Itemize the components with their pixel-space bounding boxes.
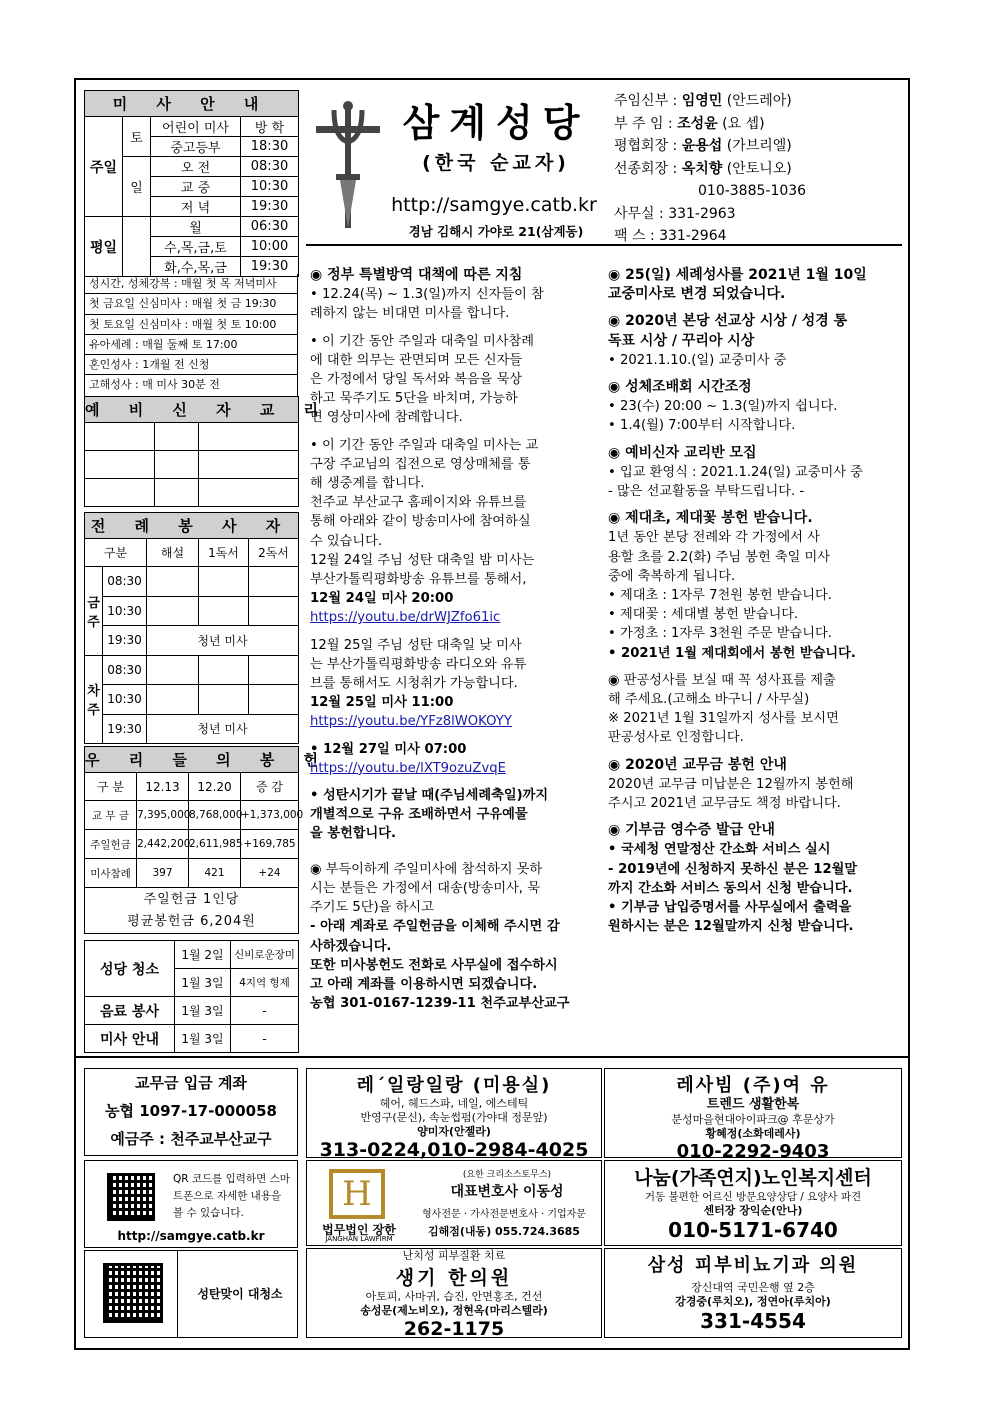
table-row bbox=[85, 830, 299, 859]
bold-line: 을 봉헌합니다. bbox=[310, 826, 397, 842]
text-line: 하고 묵주기도 5단을 바치며, 가능하 bbox=[310, 391, 518, 407]
text-line: • 가정초 : 1자루 3천원 주문 받습니다. bbox=[608, 626, 832, 642]
account-box bbox=[84, 1068, 298, 1156]
col-header: 해설 bbox=[147, 539, 199, 567]
bold-line: • 12월 27일 미사 07:00 bbox=[310, 741, 467, 757]
mass-note: 성시간, 성체강복 : 매월 첫 목 저녁미사 bbox=[85, 274, 297, 294]
section-heading-cont: 독표 시상 / 꾸리아 시상 bbox=[608, 332, 755, 349]
spacer bbox=[310, 428, 606, 436]
col-header: 12.20 bbox=[189, 773, 241, 801]
table-cell bbox=[199, 451, 299, 479]
text-line: 중에 축복하게 됩니다. bbox=[608, 568, 736, 584]
text-line: 해 주세요.(고해소 바구니 / 사무실) bbox=[608, 692, 810, 708]
qr-box bbox=[84, 1160, 298, 1248]
offering-table bbox=[84, 746, 331, 934]
catechism-table bbox=[84, 396, 331, 507]
table-cell: 1월 3일 bbox=[175, 1025, 231, 1053]
text-line: 에 대한 의무는 관면되며 모든 신자들 bbox=[310, 352, 523, 368]
mass-time: 18:30 bbox=[241, 137, 299, 157]
account-holder: 예금주 : 천주교부산교구 bbox=[110, 1130, 272, 1148]
mass-name: 중고등부 bbox=[151, 137, 241, 157]
text-line: 면 영상미사에 참례합니다. bbox=[310, 410, 463, 426]
bold-line: 농협 301-0167-1239-11 천주교부산교구 bbox=[310, 996, 570, 1012]
table-cell bbox=[199, 479, 299, 507]
bold-line: • 성탄시기가 끝날 때(주님세례축일)까지 bbox=[310, 788, 549, 804]
mass-time: 방 학 bbox=[241, 117, 299, 137]
spacer bbox=[608, 748, 904, 756]
table-cell bbox=[85, 888, 299, 934]
table-cell: 8,768,000 bbox=[189, 801, 241, 830]
text-line: 12월 24일 주님 성탄 대축일 밤 미사는 bbox=[310, 552, 535, 568]
text-line: 례하지 않는 비대면 미사를 합니다. bbox=[310, 306, 510, 322]
text-line: • 23(수) 20:00 ~ 1.3(일)까지 쉽니다. bbox=[608, 399, 838, 415]
section-heading: ◉ 성체조배회 시간조정 bbox=[608, 379, 752, 396]
col-header: 증 감 bbox=[241, 773, 299, 801]
text-line: • 12.24(목) ~ 1.3(일)까지 신자들이 참 bbox=[310, 287, 544, 303]
text-line: ※ 2021년 1월 31일까지 성사를 보시면 bbox=[608, 711, 839, 727]
mass-name: 교 중 bbox=[151, 177, 241, 197]
table-cell: 397 bbox=[137, 859, 189, 888]
law-firm-logo: H bbox=[329, 1169, 385, 1219]
spacer bbox=[310, 852, 606, 860]
text-line: • 입교 환영식 : 2021.1.24(일) 교중미사 중 bbox=[608, 464, 863, 480]
mass-time: 19:30 bbox=[241, 197, 299, 217]
text-line: 구장 주교님의 집전으로 영상매체를 통 bbox=[310, 456, 531, 472]
mass-note: 유아세례 : 매월 둘째 토 17:00 bbox=[85, 335, 297, 355]
mass-name: 월 bbox=[151, 217, 241, 237]
ad-phone: 010-2292-9403 bbox=[676, 1141, 830, 1162]
table-cell: 2,442,200 bbox=[137, 830, 189, 859]
table-cell: 신비로운장미 bbox=[231, 941, 299, 969]
mass-day bbox=[123, 217, 151, 277]
table-cell bbox=[155, 451, 199, 479]
duties-table bbox=[84, 940, 299, 1053]
bold-line: - 아래 계좌로 주일헌금을 이체해 주시면 감 bbox=[310, 919, 560, 935]
section-heading: ◉ 기부금 영수증 발급 안내 bbox=[608, 822, 775, 839]
table-cell bbox=[155, 423, 199, 451]
table-cell bbox=[147, 685, 199, 715]
text-line: - 많은 선교활동을 부탁드립니다. - bbox=[608, 484, 805, 500]
account-title: 교무금 입금 계좌 bbox=[135, 1074, 247, 1092]
section-heading: ◉ 정부 특별방역 대책에 따른 지침 bbox=[310, 267, 523, 283]
mass-guide-label: 미사 안내 bbox=[85, 1025, 175, 1053]
ad-hanbok: 레사빔 (주)여 유 트렌드 생활한복 분성마을현대아이파크@ 후문상가 황혜정(소화데레사) 010-2292-9403 bbox=[604, 1068, 902, 1158]
church-subtitle: (한국 순교자) bbox=[422, 152, 570, 174]
table-cell: +169,785 bbox=[241, 830, 299, 859]
cleaning-notice: 성탄맞이 대청소 bbox=[197, 1287, 283, 1301]
table-cell bbox=[199, 655, 249, 685]
ad-title: 레´일랑일랑 (미용실) bbox=[356, 1075, 552, 1096]
staff-list bbox=[614, 90, 904, 248]
section-heading: ◉ 예비신자 교리반 모집 bbox=[608, 444, 757, 461]
table-cell: 교 무 금 bbox=[85, 801, 137, 830]
col-header: 구 분 bbox=[85, 773, 137, 801]
church-logo bbox=[312, 96, 384, 236]
table-cell bbox=[85, 479, 155, 507]
mass-note: 혼인성사 : 1개월 전 신청 bbox=[85, 355, 297, 375]
week-this: 금주 bbox=[85, 567, 103, 656]
col-header: 구분 bbox=[85, 539, 147, 567]
mass-note: 첫 토요일 신심미사 : 매월 첫 토 10:00 bbox=[85, 315, 297, 335]
offering-title: 우 리 들 의 봉 헌 bbox=[85, 747, 299, 773]
col-header: 2독서 bbox=[249, 539, 299, 567]
ad-law: H 법무법인 장한 JANGHAN LAWFIRM (요한 크리소스토무스) 대표변호사 이동성 형사전문 · 가사전문변호사 · 기업자문 김해점(내동) 055.724.3685 bbox=[306, 1160, 602, 1246]
spacer bbox=[310, 628, 606, 636]
table-cell bbox=[199, 423, 299, 451]
church-address: 경남 김해시 가야로 21(삼계동) bbox=[408, 224, 584, 239]
text-line: • 2021.1.10.(일) 교중미사 중 bbox=[608, 352, 787, 368]
mass-name: 화,수,목,금 bbox=[151, 257, 241, 277]
mass-time: 08:30 bbox=[241, 157, 299, 177]
table-cell bbox=[199, 567, 249, 597]
announcements-right bbox=[608, 266, 904, 937]
mass-time: 06:30 bbox=[241, 217, 299, 237]
text-line: 부산가톨릭평화방송 유튜브를 통해서, bbox=[310, 572, 527, 588]
office-phone: 사무실 : 331-2963 bbox=[614, 205, 736, 222]
text-line: ◉ 부득이하게 주일미사에 참석하지 못하 bbox=[310, 861, 543, 877]
youth-mass: 청년 미사 bbox=[147, 714, 299, 744]
mass-name: 어린이 미사 bbox=[151, 117, 241, 137]
ad-phone: 331-4554 bbox=[700, 1309, 806, 1333]
section-heading: ◉ 2020년 본당 선교상 시상 / 성경 통 bbox=[608, 313, 848, 330]
spacer bbox=[310, 732, 606, 740]
table-row bbox=[85, 801, 299, 830]
col-header: 12.13 bbox=[137, 773, 189, 801]
liturgy-table bbox=[84, 512, 299, 744]
table-cell: 4지역 형제 bbox=[231, 969, 299, 997]
youtube-link[interactable]: https://youtu.be/lXT9ozuZvqE bbox=[310, 760, 506, 776]
qr-url[interactable]: http://samgye.catb.kr bbox=[117, 1229, 265, 1243]
avg-offering-label: 주일헌금 1인당 bbox=[143, 891, 240, 907]
text-line: 1년 동안 본당 전례와 각 가정에서 사 bbox=[608, 530, 820, 546]
bold-line: 12월 24일 미사 20:00 bbox=[310, 591, 454, 607]
text-line: 2020년 교무금 미납분은 12월까지 봉헌해 bbox=[608, 776, 854, 792]
table-cell: 421 bbox=[189, 859, 241, 888]
table-cell: 주일헌금 bbox=[85, 830, 137, 859]
table-row bbox=[85, 859, 299, 888]
spacer bbox=[608, 663, 904, 671]
table-cell: 1월 3일 bbox=[175, 997, 231, 1025]
text-line: 주시고 2021년 교무금도 책정 바랍니다. bbox=[608, 796, 841, 812]
mass-group-weekday: 평일 bbox=[85, 217, 123, 277]
bold-line: 까지 간소화 서비스 동의서 신청 받습니다. bbox=[608, 880, 853, 896]
bold-line: • 국세청 연말정산 간소화 서비스 실시 bbox=[608, 842, 831, 858]
table-cell bbox=[199, 596, 249, 626]
qr-text: QR 코드를 입력하면 스마트폰으로 자세한 내용을 볼 수 있습니다. bbox=[173, 1173, 290, 1219]
mass-note: 고해성사 : 매 미사 30분 전 bbox=[89, 378, 220, 392]
slot-time: 19:30 bbox=[103, 626, 147, 656]
catechism-title: 예 비 신 자 교 리 bbox=[85, 397, 299, 423]
text-line: 판공성사로 인정합니다. bbox=[608, 730, 744, 746]
spacer bbox=[608, 501, 904, 509]
mass-notes bbox=[84, 274, 298, 397]
ad-elder-care: 나눔(가족연지)노인복지센터 거동 불편한 어르신 방문요양상담 / 요양사 파견 센터장 장익순(안나) 010-5171-6740 bbox=[604, 1160, 902, 1246]
youtube-link[interactable]: https://youtu.be/YFz8lWOKOYY bbox=[310, 714, 512, 730]
section-heading: ◉ 25(일) 세례성사를 2021년 1월 10일 bbox=[608, 267, 867, 283]
bold-line: 12월 25일 미사 11:00 bbox=[310, 695, 454, 711]
staff-row: 선종회장 : 옥치향 (안토니오) bbox=[614, 160, 792, 177]
section-heading: ◉ 제대초, 제대꽃 봉헌 받습니다. bbox=[608, 510, 813, 527]
slot-time: 10:30 bbox=[103, 685, 147, 715]
table-cell bbox=[249, 567, 299, 597]
staff-row: 부 주 임 : 조성윤 (요 셉) bbox=[614, 115, 765, 132]
qr-code-icon[interactable] bbox=[103, 1263, 163, 1323]
church-url[interactable]: http://samgye.catb.kr bbox=[391, 194, 597, 216]
text-line: ◉ 판공성사를 보실 때 꼭 성사표를 제출 bbox=[608, 672, 836, 688]
mass-title: 미 사 안 내 bbox=[85, 91, 299, 117]
text-line: • 제대꽃 : 세대별 봉헌 받습니다. bbox=[608, 607, 799, 623]
mass-time: 10:30 bbox=[241, 177, 299, 197]
table-cell: 1월 2일 bbox=[175, 941, 231, 969]
mass-day: 토 bbox=[123, 117, 151, 157]
text-line: 주기도 5단)을 하시고 bbox=[310, 900, 434, 916]
text-line: 수 있습니다. bbox=[310, 533, 383, 549]
ad-title: 대표변호사 이동성 bbox=[450, 1184, 564, 1200]
ad-phone: 262-1175 bbox=[403, 1318, 505, 1340]
col-header: 1독서 bbox=[199, 539, 249, 567]
table-cell: - bbox=[231, 1025, 299, 1053]
avg-offering-value: 평균봉헌금 6,204원 bbox=[127, 913, 256, 929]
slot-time: 19:30 bbox=[103, 714, 147, 744]
announcements-left bbox=[310, 266, 606, 1013]
qr-code-icon[interactable] bbox=[107, 1173, 155, 1221]
table-cell bbox=[85, 451, 155, 479]
youtube-link[interactable]: https://youtu.be/drWJZfo61ic bbox=[310, 610, 501, 626]
table-cell: 7,395,000 bbox=[137, 801, 189, 830]
fax-number: 팩 스 : 331-2964 bbox=[614, 228, 727, 244]
bold-line: 원하시는 분은 12월말까지 신청 받습니다. bbox=[608, 919, 854, 935]
text-line: • 이 기간 동안 주일과 대축일 미사는 교 bbox=[310, 437, 539, 453]
slot-time: 08:30 bbox=[103, 655, 147, 685]
bold-line: 사하겠습니다. bbox=[310, 938, 392, 954]
cross-sword-icon bbox=[312, 96, 384, 236]
text-line: 은 가정에서 당일 독서와 복음을 묵상 bbox=[310, 372, 523, 388]
table-cell bbox=[147, 655, 199, 685]
table-cell: - bbox=[231, 997, 299, 1025]
liturgy-title: 전 례 봉 사 자 bbox=[85, 513, 299, 539]
table-cell: 미사참례 bbox=[85, 859, 137, 888]
staff-row: 평협회장 : 윤용섭 (가브리엘) bbox=[614, 138, 792, 154]
text-line: 용할 초를 2.2(화) 주님 봉헌 축일 미사 bbox=[608, 549, 831, 565]
spacer bbox=[608, 304, 904, 312]
ad-title: 생기 한의원 bbox=[395, 1267, 513, 1289]
table-cell: +1,373,000 bbox=[241, 801, 299, 830]
table-cell: 2,611,985 bbox=[189, 830, 241, 859]
section-heading: ◉ 2020년 교무금 봉헌 안내 bbox=[608, 756, 787, 773]
bold-line: 또한 미사봉헌도 전화로 사무실에 접수하시 bbox=[310, 957, 558, 973]
ad-title: 나눔(가족연지)노인복지센터 bbox=[634, 1167, 872, 1189]
mass-day: 일 bbox=[123, 157, 151, 217]
table-cell: 1월 3일 bbox=[175, 969, 231, 997]
mass-time: 19:30 bbox=[241, 257, 299, 277]
ad-phone: 313-0224,010-2984-4025 bbox=[319, 1139, 589, 1161]
text-line: 해 생중계를 합니다. bbox=[310, 476, 425, 492]
week-next: 차주 bbox=[85, 655, 103, 744]
slot-time: 10:30 bbox=[103, 596, 147, 626]
youth-mass: 청년 미사 bbox=[147, 626, 299, 656]
text-line: • 제대초 : 1자루 7천원 봉헌 받습니다. bbox=[608, 588, 832, 604]
mass-note: 첫 금요일 신심미사 : 매월 첫 금 19:30 bbox=[85, 294, 297, 314]
ad-salon: 레´일랑일랑 (미용실) 헤어, 헤드스파, 네일, 에스테틱 반영구(문신), 속눈썹펌(가야대 정문앞) 양미자(안젤라) 313-0224,010-2984-4025 bbox=[306, 1068, 602, 1158]
table-cell bbox=[147, 567, 199, 597]
bold-line: • 기부금 납입증명서를 사무실에서 출력을 bbox=[608, 900, 852, 916]
account-number: 농협 1097-17-000058 bbox=[105, 1102, 277, 1120]
bold-line: 고 아래 계좌를 이용하시면 되겠습니다. bbox=[310, 976, 538, 992]
header-divider bbox=[306, 244, 902, 246]
table-cell bbox=[155, 479, 199, 507]
ad-dermatology: 삼성 피부비뇨기과 의원 장신대역 국민은행 옆 2층 강경중(루치오), 정연아(루치아) 331-4554 bbox=[604, 1248, 902, 1338]
bold-line: 개별적으로 구유 조배하면서 구유예물 bbox=[310, 807, 528, 823]
staff-row: 주임신부 : 임영민 (안드레아) bbox=[614, 93, 792, 109]
spacer bbox=[608, 813, 904, 821]
mass-name: 수,목,금,토 bbox=[151, 237, 241, 257]
spacer bbox=[310, 778, 606, 786]
mass-time: 10:00 bbox=[241, 237, 299, 257]
contact-phone: 010-3885-1036 bbox=[698, 183, 807, 199]
table-cell bbox=[249, 685, 299, 715]
text-line: 브를 통해서도 시청취가 가능합니다. bbox=[310, 676, 518, 692]
ad-clinic: 난치성 피부질환 치료 생기 한의원 아토피, 사마귀, 습진, 안면홍조, 건선 송성문(제노비오), 정현옥(마리스텔라) 262-1175 bbox=[306, 1248, 602, 1338]
bottom-divider bbox=[74, 1056, 910, 1058]
table-cell: +24 bbox=[241, 859, 299, 888]
drink-service-label: 음료 봉사 bbox=[85, 997, 175, 1025]
text-line: 시는 분들은 가정에서 대송(방송미사, 묵 bbox=[310, 880, 540, 896]
bold-line: - 2019년에 신청하지 못하신 분은 12월말 bbox=[608, 861, 858, 877]
spacer bbox=[608, 370, 904, 378]
ad-phone: 010-5171-6740 bbox=[668, 1218, 838, 1242]
qr-box-2 bbox=[84, 1250, 298, 1338]
mass-name: 저 녁 bbox=[151, 197, 241, 217]
section-heading-cont: 교중미사로 변경 되었습니다. bbox=[608, 286, 786, 303]
mass-name: 오 전 bbox=[151, 157, 241, 177]
text-line: 는 부산가톨릭평화방송 라디오와 유튜 bbox=[310, 656, 527, 672]
text-line: 통해 아래와 같이 방송미사에 참여하실 bbox=[310, 514, 531, 530]
ad-title: 삼성 피부비뇨기과 의원 bbox=[647, 1255, 859, 1276]
table-cell bbox=[147, 596, 199, 626]
slot-time: 08:30 bbox=[103, 567, 147, 597]
text-line: • 1.4(월) 7:00부터 시작합니다. bbox=[608, 418, 796, 434]
church-title: 삼계성당 bbox=[402, 101, 590, 145]
cleaning-label: 성당 청소 bbox=[85, 941, 175, 997]
table-cell bbox=[199, 685, 249, 715]
table-cell bbox=[249, 596, 299, 626]
text-line: • 이 기간 동안 주일과 대축일 미사참례 bbox=[310, 333, 535, 349]
bold-line: • 2021년 1월 제대회에서 봉헌 받습니다. bbox=[608, 645, 856, 661]
text-line: 12월 25일 주님 성탄 대축일 낮 미사 bbox=[310, 637, 522, 653]
mass-group-sunday: 주일 bbox=[85, 117, 123, 217]
table-cell bbox=[85, 423, 155, 451]
table-cell bbox=[249, 655, 299, 685]
ad-title: 레사빔 (주)여 유 bbox=[676, 1075, 830, 1096]
spacer bbox=[608, 436, 904, 444]
spacer bbox=[310, 844, 606, 852]
text-line: 천주교 부산교구 홈페이지와 유튜브를 bbox=[310, 495, 527, 511]
spacer bbox=[310, 324, 606, 332]
mass-table bbox=[84, 90, 299, 277]
